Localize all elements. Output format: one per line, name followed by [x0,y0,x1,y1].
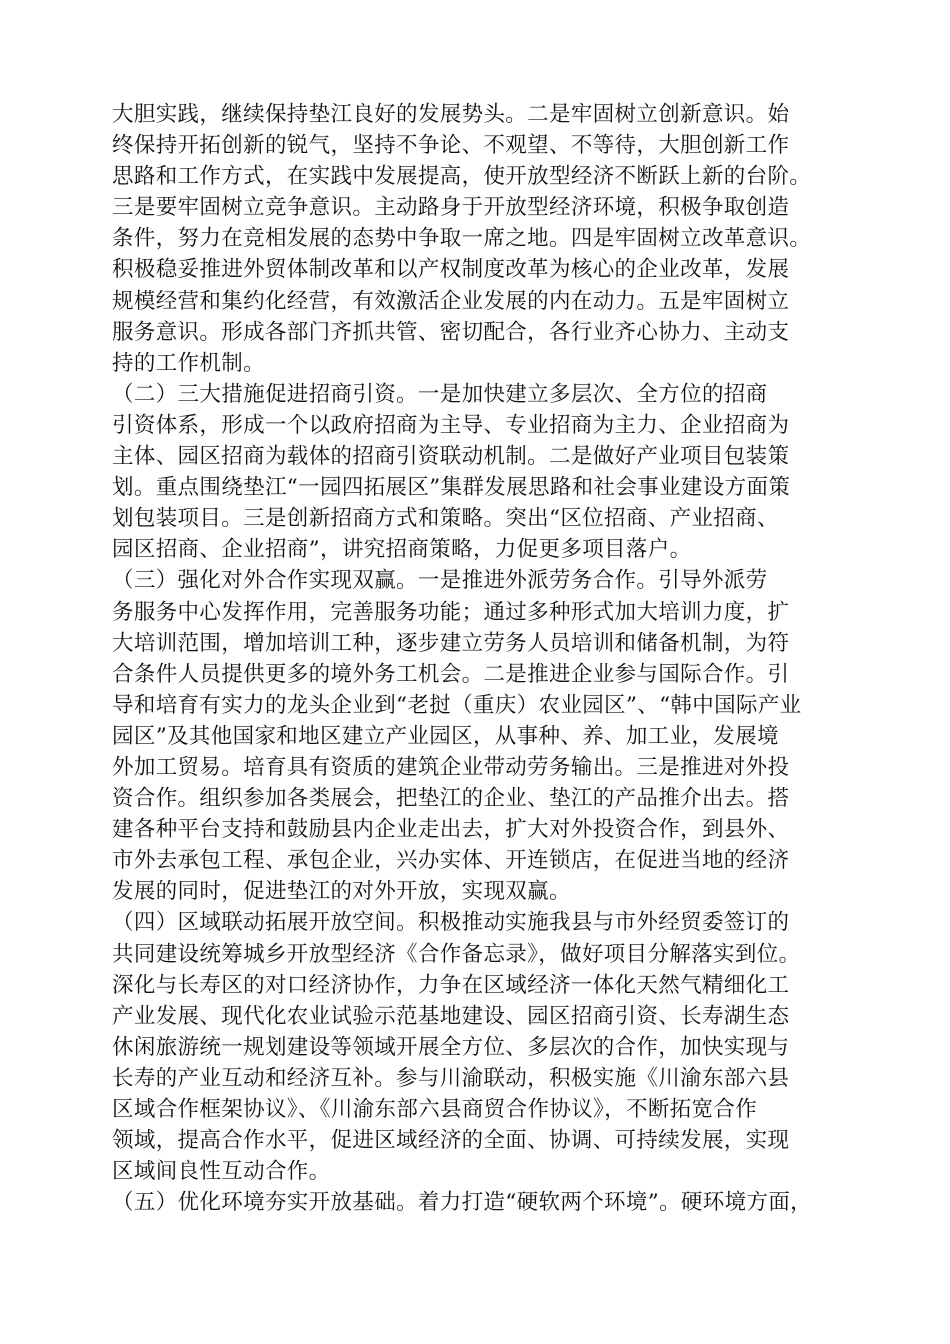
text-line: 合条件人员提供更多的境外务工机会。二是推进企业参与国际合作。引 [112,661,790,687]
text-line: 建各种平台支持和鼓励县内企业走出去，扩大对外投资合作，到县外、 [112,817,790,843]
text-line: 条件，努力在竞相发展的态势中争取一席之地。四是牢固树立改革意识。 [112,226,812,252]
text-line: 持的工作机制。 [112,350,265,376]
text-line: 领域，提高合作水平，促进区域经济的全面、协调、可持续发展，实现 [112,1128,790,1154]
section-heading-line: （三）强化对外合作实现双赢。一是推进外派劳务合作。引导外派劳 [112,568,768,594]
text-line: 导和培育有实力的龙头企业到“老挝（重庆）农业园区”、“韩中国际产业 [112,692,802,718]
text-line: 引资体系，形成一个以政府招商为主导、专业招商为主力、企业招商为 [112,412,790,438]
text-line: 产业发展、现代化农业试验示范基地建设、园区招商引资、长寿湖生态 [112,1003,790,1029]
body-text [112,99,852,1218]
text-line: 积极稳妥推进外贸体制改革和以产权制度改革为核心的企业改革，发展 [112,257,790,283]
section-heading-line: （五）优化环境夯实开放基础。着力打造“硬软两个环境”。硬环境方面， [112,1190,813,1216]
text-line: 园区”及其他国家和地区建立产业园区，从事种、养、加工业，发展境 [112,723,779,749]
text-line: 思路和工作方式，在实践中发展提高，使开放型经济不断跃上新的台阶。 [112,164,812,190]
text-line: 大胆实践，继续保持垫江良好的发展势头。二是牢固树立创新意识。始 [112,102,790,127]
text-line: 区域间良性互动合作。 [112,1159,331,1185]
section-heading-line: （二）三大措施促进招商引资。一是加快建立多层次、全方位的招商 [112,381,768,407]
text-line: 划包装项目。三是创新招商方式和策略。突出“区位招商、产业招商、 [112,506,779,532]
text-line: 终保持开拓创新的锐气，坚持不争论、不观望、不等待，大胆创新工作 [112,133,790,159]
text-line: 大培训范围，增加培训工种，逐步建立劳务人员培训和储备机制，为符 [112,630,790,656]
text-line: 共同建设统筹城乡开放型经济《合作备忘录》，做好项目分解落实到位。 [112,941,801,967]
text-line: 主体、园区招商为载体的招商引资联动机制。二是做好产业项目包装策 [112,444,790,470]
text-line: 规模经营和集约化经营，有效激活企业发展的内在动力。五是牢固树立 [112,288,790,314]
text-line: 区域合作框架协议》、《川渝东部六县商贸合作协议》，不断拓宽合作 [112,1097,758,1122]
text-line: 休闲旅游统一规划建设等领域开展全方位、多层次的合作，加快实现与 [112,1034,790,1060]
text-line: 长寿的产业互动和经济互补。参与川渝联动，积极实施《川渝东部六县 [112,1065,790,1091]
section-heading-line: （四）区域联动拓展开放空间。积极推动实施我县与市外经贸委签订的 [112,910,790,936]
text-line: 市外去承包工程、承包企业，兴办实体、开连锁店，在促进当地的经济 [112,848,790,874]
text-line: 划。重点围绕垫江“一园四拓展区”集群发展思路和社会事业建设方面策 [112,475,791,501]
text-line: 外加工贸易。培育具有资质的建筑企业带动劳务输出。三是推进对外投 [112,754,790,780]
text-line: 深化与长寿区的对口经济协作，力争在区域经济一体化天然气精细化工 [112,972,790,998]
text-line: 发展的同时，促进垫江的对外开放，实现双赢。 [112,879,571,905]
text-line: 园区招商、企业招商”，讲究招商策略，力促更多项目落户。 [112,537,692,563]
text-line: 服务意识。形成各部门齐抓共管、密切配合，各行业齐心协力、主动支 [112,319,790,345]
text-line: 资合作。组织参加各类展会，把垫江的企业、垫江的产品推介出去。搭 [112,786,790,812]
text-line: 三是要牢固树立竞争意识。主动路身于开放型经济环境，积极争取创造 [112,195,790,221]
text-line: 务服务中心发挥作用，完善服务功能；通过多种形式加大培训力度，扩 [112,599,790,625]
